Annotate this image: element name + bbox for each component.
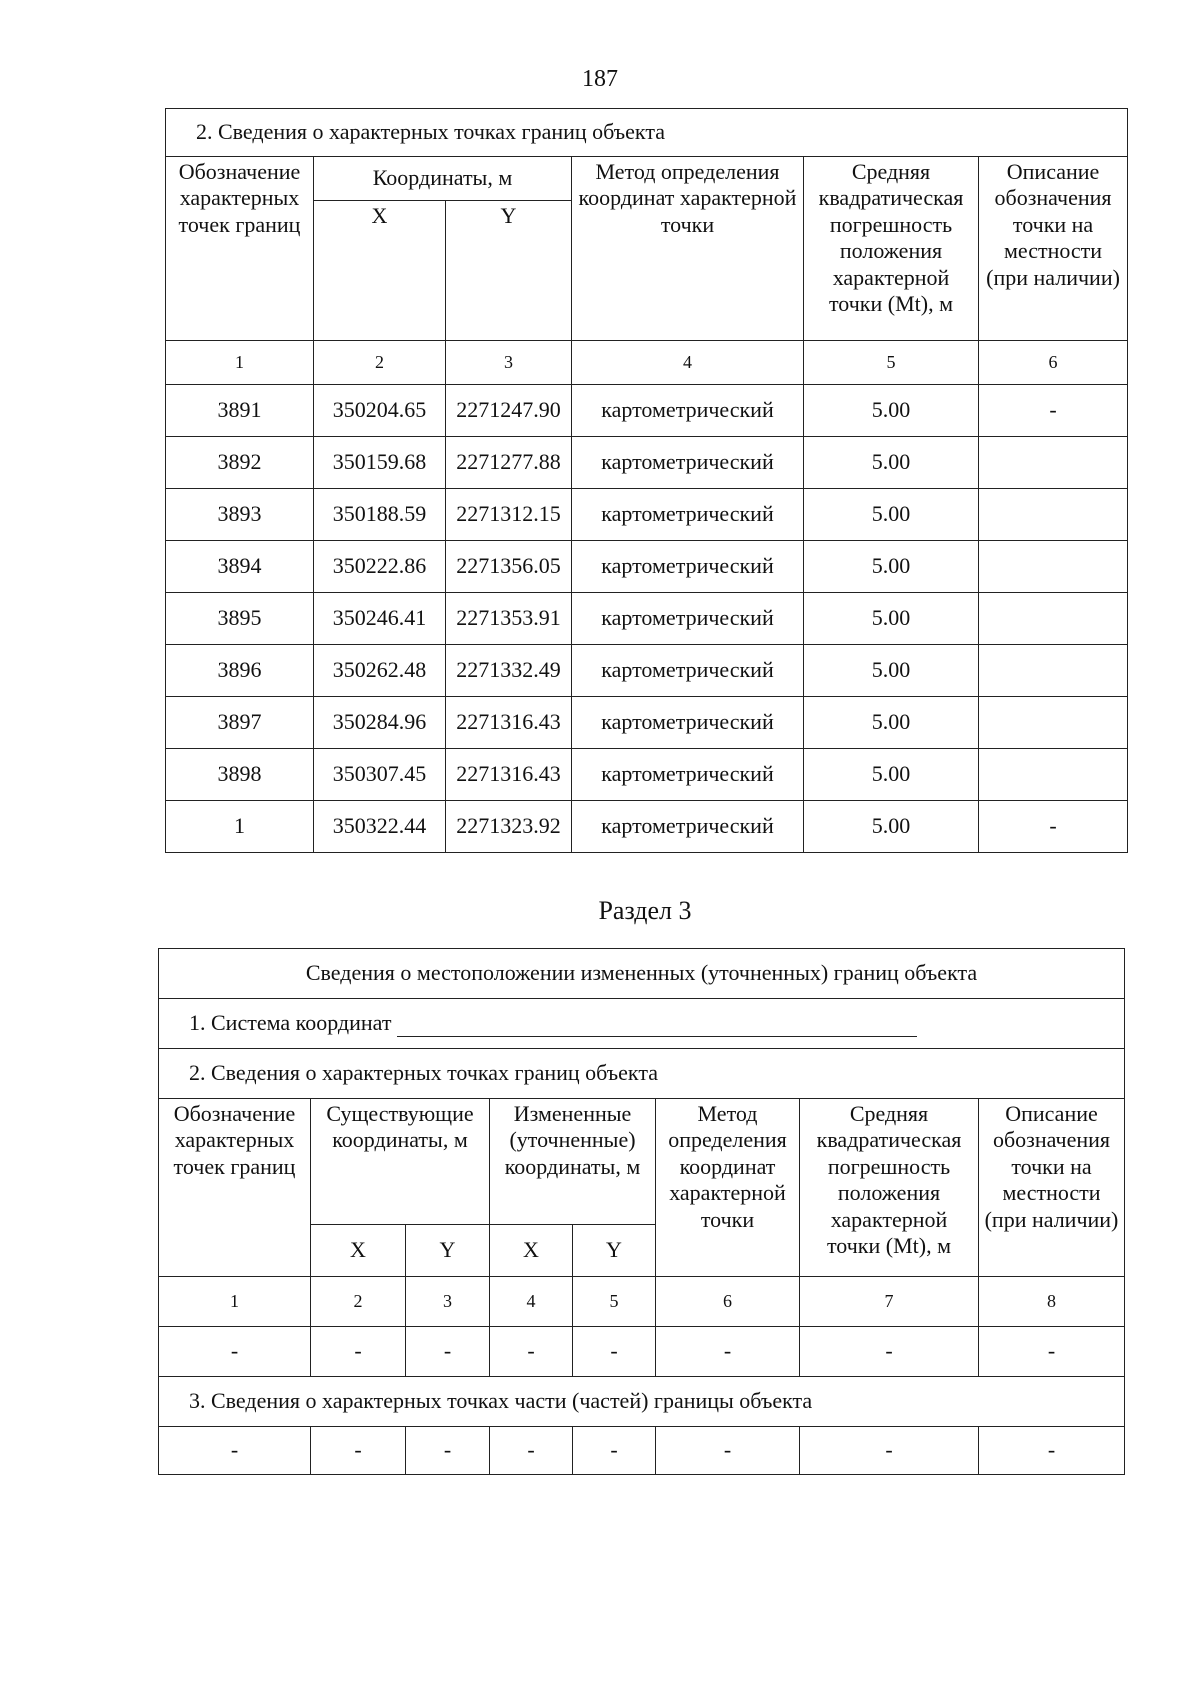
col-number: 2 <box>311 1277 406 1327</box>
point-error: 5.00 <box>804 801 979 853</box>
col-number: 4 <box>572 341 804 385</box>
point-error: 5.00 <box>804 489 979 541</box>
table-row <box>166 697 1128 749</box>
table-row <box>166 385 1128 437</box>
point-id: 3893 <box>166 489 314 541</box>
cell: - <box>311 1427 406 1475</box>
point-error: 5.00 <box>804 697 979 749</box>
point-method: картометрический <box>572 697 804 749</box>
cell: - <box>573 1427 656 1475</box>
point-y: 2271277.88 <box>446 437 572 489</box>
point-x: 350188.59 <box>314 489 446 541</box>
header-designation: Обозначение характерных точек границ <box>159 1099 311 1277</box>
cell: - <box>490 1427 573 1475</box>
table-row <box>166 801 1128 853</box>
point-y: 2271316.43 <box>446 749 572 801</box>
point-method: картометрический <box>572 645 804 697</box>
point-id: 3895 <box>166 593 314 645</box>
point-id: 3891 <box>166 385 314 437</box>
section-title: Раздел 3 <box>598 896 692 925</box>
table-row <box>166 593 1128 645</box>
header-y: Y <box>446 201 572 341</box>
cell: - <box>573 1327 656 1377</box>
point-error: 5.00 <box>804 437 979 489</box>
point-description <box>979 593 1128 645</box>
point-description <box>979 749 1128 801</box>
point-y: 2271356.05 <box>446 541 572 593</box>
header-error: Средняя квадратическая погрешность положения характерной точки (Mt), м <box>804 157 979 341</box>
col-number: 3 <box>406 1277 490 1327</box>
cell: - <box>159 1427 311 1475</box>
point-method: картометрический <box>572 385 804 437</box>
header-method: Метод определения координат характерной точки <box>656 1099 800 1277</box>
header-existing-coordinates: Существующие координаты, м <box>311 1099 490 1225</box>
parts-caption: 3. Сведения о характерных точках части (частей) границы объекта <box>159 1377 1125 1427</box>
col-number: 7 <box>800 1277 979 1327</box>
table-row <box>166 541 1128 593</box>
point-id: 3892 <box>166 437 314 489</box>
table-row <box>166 645 1128 697</box>
page-number: 187 <box>582 66 618 92</box>
cell: - <box>979 1327 1125 1377</box>
point-id: 3897 <box>166 697 314 749</box>
table-row <box>159 1327 1125 1377</box>
section-caption: Сведения о местоположении измененных (уточненных) границ объекта <box>159 949 1125 999</box>
table-row <box>166 489 1128 541</box>
point-x: 350262.48 <box>314 645 446 697</box>
header-changed-coordinates: Измененные (уточненные) координаты, м <box>490 1099 656 1225</box>
point-method: картометрический <box>572 541 804 593</box>
header-x: X <box>311 1225 406 1277</box>
cell: - <box>311 1327 406 1377</box>
point-error: 5.00 <box>804 645 979 697</box>
cell: - <box>406 1427 490 1475</box>
col-number: 6 <box>979 341 1128 385</box>
header-x: X <box>490 1225 573 1277</box>
table-caption: 2. Сведения о характерных точках границ объекта <box>166 109 1128 157</box>
table-row <box>166 749 1128 801</box>
point-y: 2271353.91 <box>446 593 572 645</box>
col-number: 6 <box>656 1277 800 1327</box>
point-method: картометрический <box>572 593 804 645</box>
point-y: 2271332.49 <box>446 645 572 697</box>
header-designation: Обозначение характерных точек границ <box>166 157 314 341</box>
point-y: 2271323.92 <box>446 801 572 853</box>
cell: - <box>656 1327 800 1377</box>
point-x: 350222.86 <box>314 541 446 593</box>
point-error: 5.00 <box>804 541 979 593</box>
point-description <box>979 541 1128 593</box>
point-x: 350159.68 <box>314 437 446 489</box>
col-number: 5 <box>804 341 979 385</box>
point-error: 5.00 <box>804 385 979 437</box>
header-description: Описание обозначения точки на местности (при наличии) <box>979 1099 1125 1277</box>
point-description: - <box>979 801 1128 853</box>
point-description <box>979 697 1128 749</box>
col-number: 8 <box>979 1277 1125 1327</box>
header-x: X <box>314 201 446 341</box>
table-row <box>159 1427 1125 1475</box>
point-method: картометрический <box>572 801 804 853</box>
coordinate-system-label: 1. Система координат <box>189 1010 392 1036</box>
changed-boundaries-table <box>158 948 1125 1475</box>
point-id: 3894 <box>166 541 314 593</box>
header-coordinates: Координаты, м <box>314 157 572 201</box>
col-number: 1 <box>159 1277 311 1327</box>
point-x: 350322.44 <box>314 801 446 853</box>
point-description <box>979 437 1128 489</box>
point-method: картометрический <box>572 749 804 801</box>
point-method: картометрический <box>572 489 804 541</box>
col-number: 4 <box>490 1277 573 1327</box>
cell: - <box>800 1327 979 1377</box>
point-y: 2271312.15 <box>446 489 572 541</box>
point-y: 2271247.90 <box>446 385 572 437</box>
point-error: 5.00 <box>804 749 979 801</box>
col-number: 1 <box>166 341 314 385</box>
cell: - <box>656 1427 800 1475</box>
point-x: 350284.96 <box>314 697 446 749</box>
point-description: - <box>979 385 1128 437</box>
cell: - <box>159 1327 311 1377</box>
point-description <box>979 489 1128 541</box>
cell: - <box>979 1427 1125 1475</box>
cell: - <box>800 1427 979 1475</box>
point-description <box>979 645 1128 697</box>
coordinate-system-field <box>397 1016 917 1037</box>
point-id: 3898 <box>166 749 314 801</box>
point-x: 350246.41 <box>314 593 446 645</box>
col-number: 3 <box>446 341 572 385</box>
point-error: 5.00 <box>804 593 979 645</box>
header-y: Y <box>573 1225 656 1277</box>
points-caption: 2. Сведения о характерных точках границ объекта <box>159 1049 1125 1099</box>
table-row <box>166 437 1128 489</box>
point-x: 350307.45 <box>314 749 446 801</box>
col-number: 2 <box>314 341 446 385</box>
point-x: 350204.65 <box>314 385 446 437</box>
header-y: Y <box>406 1225 490 1277</box>
col-number: 5 <box>573 1277 656 1327</box>
point-id: 3896 <box>166 645 314 697</box>
point-method: картометрический <box>572 437 804 489</box>
coordinate-system-row <box>159 999 1125 1049</box>
header-method: Метод определения координат характерной точки <box>572 157 804 341</box>
header-error: Средняя квадратическая погрешность положения характерной точки (Mt), м <box>800 1099 979 1277</box>
cell: - <box>490 1327 573 1377</box>
point-y: 2271316.43 <box>446 697 572 749</box>
boundary-points-table <box>165 108 1128 853</box>
cell: - <box>406 1327 490 1377</box>
header-description: Описание обозначения точки на местности (при наличии) <box>979 157 1128 341</box>
point-id: 1 <box>166 801 314 853</box>
